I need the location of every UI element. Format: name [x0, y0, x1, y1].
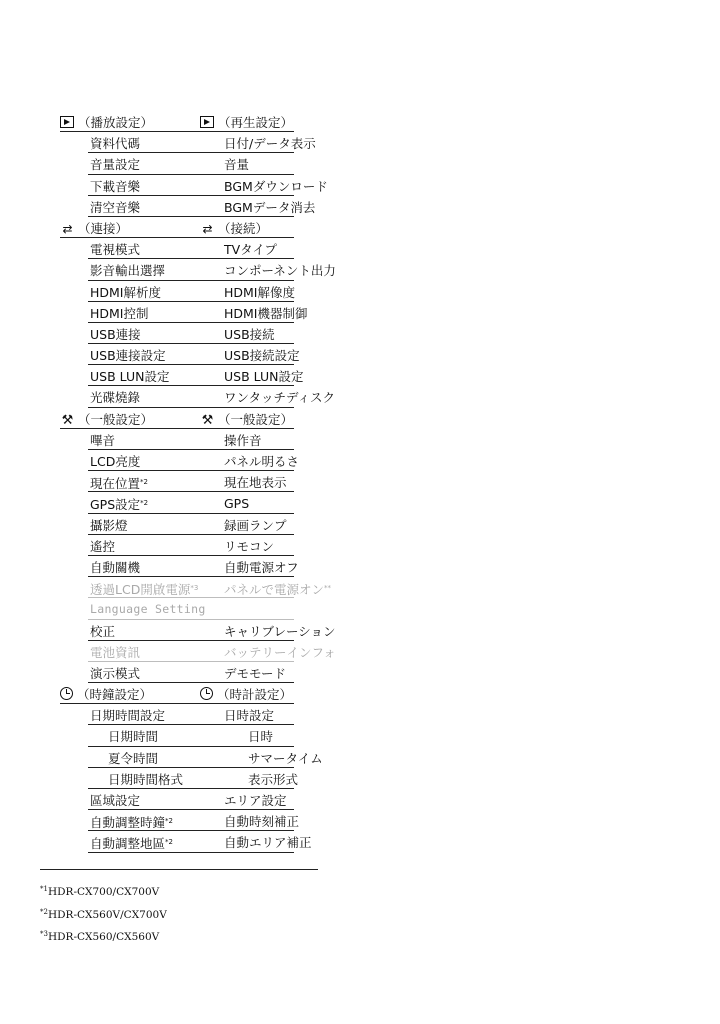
label-text: （播放設定）	[78, 115, 154, 130]
label-text: USB接続	[224, 326, 275, 342]
footnote-mark: *2	[40, 907, 48, 916]
row-divider	[88, 597, 294, 598]
chinese-label	[90, 324, 141, 345]
japanese-label	[224, 366, 303, 387]
chinese-label	[108, 769, 183, 790]
menu-row	[60, 387, 360, 408]
row-divider	[88, 280, 294, 281]
label-text: Language Setting	[90, 602, 206, 617]
label-text: 資料代碼	[90, 136, 141, 152]
footnote-mark: *3	[40, 930, 48, 938]
menu-row	[60, 451, 360, 472]
label-text: LCD亮度	[90, 454, 141, 469]
japanese-label	[224, 557, 299, 578]
label-text: 日期時間設定	[90, 708, 166, 724]
footnote-mark: *2	[165, 817, 173, 826]
label-text: BGMダウンロード	[224, 178, 328, 194]
play-icon	[60, 116, 74, 128]
label-text: 自動關機	[90, 559, 141, 575]
row-divider	[88, 555, 294, 556]
row-divider	[88, 301, 294, 302]
label-text: （接続）	[218, 220, 269, 236]
row-divider	[88, 513, 294, 514]
label-text: 透過LCD開啟電源	[90, 582, 191, 598]
label-text: 現在地表示	[224, 475, 287, 491]
label-text: （時鐘設定）	[77, 687, 153, 703]
menu-row	[60, 430, 360, 451]
label-text: エリア設定	[224, 793, 287, 808]
clock-icon	[200, 687, 213, 700]
menu-row	[60, 515, 360, 536]
footnote-mark: *1	[40, 885, 48, 893]
row-divider	[88, 619, 294, 620]
menu-row	[60, 324, 360, 345]
chinese-label	[90, 663, 140, 684]
footnote-text: HDR-CX560V/CX700V	[47, 908, 167, 921]
japanese-label	[200, 112, 293, 133]
row-divider	[88, 661, 294, 662]
japanese-label	[224, 790, 287, 811]
japanese-label	[224, 536, 274, 557]
label-text: 校正	[90, 623, 116, 639]
japanese-label	[224, 832, 312, 853]
chinese-label	[90, 642, 140, 663]
footnote	[40, 880, 167, 903]
footnote-mark: *2	[140, 499, 149, 508]
japanese-label	[224, 451, 299, 472]
label-text: リモコン	[224, 538, 275, 554]
chinese-label	[90, 536, 115, 557]
label-text: 音量設定	[90, 157, 141, 173]
row-divider	[88, 216, 294, 217]
row-divider	[88, 491, 294, 492]
chinese-label	[90, 599, 206, 620]
label-text: TVタイプ	[224, 242, 278, 258]
japanese-label	[224, 282, 295, 303]
label-text: キャリブレーション	[224, 623, 336, 639]
label-text: 自動調整地區	[90, 836, 166, 852]
label-text: GPS	[224, 496, 250, 512]
chinese-label	[90, 260, 165, 281]
chinese-label	[60, 684, 152, 705]
menu-row	[60, 493, 360, 514]
row-divider	[88, 640, 294, 641]
section-header	[60, 218, 360, 239]
chinese-label	[90, 705, 165, 726]
japanese-label	[224, 663, 286, 684]
row-divider	[88, 809, 294, 810]
row-divider	[88, 195, 294, 196]
label-text: ワンタッチディスク	[224, 390, 336, 406]
row-divider	[88, 746, 294, 747]
menu-row	[60, 260, 360, 281]
menu-row	[60, 239, 360, 260]
menu-row	[60, 790, 360, 811]
japanese-label	[224, 154, 249, 175]
chinese-label	[108, 726, 158, 747]
label-text: 下載音樂	[90, 178, 141, 194]
row-divider	[88, 470, 294, 471]
menu-row	[60, 176, 360, 197]
row-divider	[88, 682, 294, 683]
label-text: 自動調整時鐘	[90, 815, 166, 831]
label-text: 日付/データ表示	[224, 136, 316, 152]
footnote-text: HDR-CX700/CX700V	[47, 886, 160, 898]
label-text: 電池資訊	[90, 644, 141, 660]
label-text: 光碟燒錄	[90, 390, 141, 406]
row-divider	[88, 576, 294, 577]
japanese-label	[224, 811, 299, 832]
connect-icon: ⇄	[202, 221, 213, 236]
footnote	[40, 925, 167, 948]
label-text: HDMI解像度	[224, 284, 295, 300]
label-text: 操作音	[224, 432, 262, 448]
footnote-mark: *3	[190, 584, 199, 593]
label-text: （一般設定）	[218, 411, 294, 427]
section-header	[60, 112, 360, 133]
label-text: 日時設定	[224, 708, 275, 724]
footnote-mark: **	[324, 584, 332, 593]
section-header	[60, 684, 360, 705]
label-text: （一般設定）	[78, 411, 154, 427]
japanese-label	[224, 303, 308, 324]
japanese-label	[224, 324, 275, 345]
label-text: 電視模式	[90, 242, 141, 258]
menu-row	[60, 303, 360, 324]
label-text: 演示模式	[90, 665, 141, 681]
label-text: 録画ランプ	[224, 517, 287, 533]
menu-row	[60, 705, 360, 726]
japanese-label	[224, 642, 336, 663]
label-text: デモモード	[224, 665, 287, 681]
settings-menu-table	[60, 112, 360, 854]
label-text: バッテリーインフォ	[224, 644, 336, 660]
label-text: USB連接設定	[90, 348, 166, 364]
chinese-label	[90, 430, 115, 451]
play-icon	[200, 116, 214, 128]
chinese-label	[60, 112, 153, 133]
label-text: 音量	[224, 157, 250, 173]
label-text: パネル明るさ	[224, 454, 300, 469]
footnote-mark: *2	[165, 838, 173, 847]
japanese-label	[224, 133, 316, 154]
chinese-label	[90, 451, 140, 472]
label-text: サマータイム	[248, 750, 323, 766]
row-divider	[88, 385, 294, 386]
menu-row	[60, 154, 360, 175]
row-divider	[88, 852, 294, 853]
menu-row	[60, 197, 360, 218]
label-text: 自動電源オフ	[224, 559, 299, 575]
japanese-label	[224, 239, 277, 260]
label-text: 自動時刻補正	[224, 814, 300, 830]
label-text: 嗶音	[90, 432, 116, 448]
label-text: （再生設定）	[218, 115, 294, 130]
menu-row	[60, 726, 360, 747]
label-text: HDMI控制	[90, 305, 149, 321]
footnote-mark: *2	[140, 478, 148, 487]
menu-row	[60, 663, 360, 684]
row-divider	[88, 364, 294, 365]
japanese-label	[224, 493, 249, 514]
japanese-label	[200, 684, 292, 705]
menu-row	[60, 769, 360, 790]
chinese-label	[90, 303, 149, 324]
chinese-label	[90, 345, 166, 366]
row-divider	[88, 322, 294, 323]
label-text: 區域設定	[90, 793, 141, 808]
chinese-label	[108, 748, 158, 769]
row-divider	[88, 449, 294, 450]
label-text: 日期時間格式	[108, 771, 184, 787]
japanese-label	[224, 621, 336, 642]
label-text: USB接続設定	[224, 348, 300, 364]
menu-row	[60, 536, 360, 557]
menu-row	[60, 599, 360, 620]
label-text: USB LUN設定	[224, 369, 304, 385]
label-text: 表示形式	[248, 771, 299, 787]
row-divider	[60, 131, 294, 132]
footnote-text: HDR-CX560/CX560V	[47, 931, 160, 943]
menu-row	[60, 748, 360, 769]
menu-row	[60, 366, 360, 387]
menu-row	[60, 621, 360, 642]
wrench-icon: ⚒	[201, 412, 214, 428]
chinese-label	[90, 282, 161, 303]
chinese-label	[90, 387, 140, 408]
label-text: 影音輸出選擇	[90, 263, 166, 279]
clock-icon	[60, 687, 73, 700]
chinese-label	[90, 154, 140, 175]
row-divider	[88, 174, 294, 175]
menu-row	[60, 811, 360, 832]
menu-row	[60, 282, 360, 303]
row-divider	[88, 830, 294, 831]
chinese-label	[90, 176, 140, 197]
label-text: 遙控	[90, 538, 116, 554]
label-text: 現在位置	[90, 476, 141, 492]
label-text: コンポーネント出力	[224, 263, 336, 279]
chinese-label	[90, 790, 140, 811]
menu-row	[60, 642, 360, 663]
japanese-label	[224, 260, 336, 281]
japanese-label	[224, 472, 287, 493]
label-text: USB LUN設定	[90, 369, 170, 385]
japanese-label	[224, 387, 335, 408]
wrench-icon: ⚒	[61, 412, 74, 428]
row-divider	[88, 767, 294, 768]
japanese-label	[224, 197, 315, 218]
label-text: （時計設定）	[217, 687, 293, 703]
row-divider	[88, 152, 294, 153]
row-divider	[60, 428, 294, 429]
label-text: HDMI解析度	[90, 284, 161, 300]
label-text: HDMI機器制御	[224, 305, 308, 321]
chinese-label	[90, 515, 128, 536]
label-text: USB連接	[90, 326, 141, 342]
label-text: 清空音樂	[90, 199, 141, 215]
japanese-label	[224, 515, 287, 536]
row-divider	[88, 724, 294, 725]
chinese-label	[90, 133, 140, 154]
row-divider	[88, 407, 294, 408]
chinese-label	[90, 621, 115, 642]
japanese-label	[224, 430, 262, 451]
chinese-label	[90, 239, 140, 260]
row-divider	[88, 788, 294, 789]
chinese-label	[90, 557, 140, 578]
footnote	[40, 903, 167, 926]
label-text: 日期時間	[108, 729, 159, 745]
menu-row	[60, 578, 360, 599]
menu-row	[60, 133, 360, 154]
japanese-label	[248, 769, 298, 790]
label-text: GPS設定	[90, 497, 141, 513]
row-divider	[60, 237, 294, 238]
japanese-label	[224, 705, 274, 726]
row-divider	[88, 258, 294, 259]
chinese-label	[90, 366, 169, 387]
label-text: 日時	[248, 729, 274, 745]
chinese-label	[90, 197, 140, 218]
label-text: 夏令時間	[108, 750, 159, 766]
footnotes	[40, 880, 167, 948]
footnote-divider	[40, 869, 318, 870]
connect-icon: ⇄	[62, 221, 73, 236]
japanese-label	[248, 726, 273, 747]
label-text: 自動エリア補正	[224, 835, 312, 851]
label-text: （連接）	[78, 220, 129, 236]
menu-row	[60, 557, 360, 578]
label-text: BGMデータ消去	[224, 199, 316, 215]
row-divider	[88, 534, 294, 535]
row-divider	[60, 703, 294, 704]
menu-row	[60, 345, 360, 366]
label-text: 攝影燈	[90, 517, 128, 533]
row-divider	[88, 343, 294, 344]
label-text: パネルで電源オン	[224, 582, 325, 598]
japanese-label	[224, 345, 300, 366]
japanese-label	[224, 176, 328, 197]
menu-row	[60, 472, 360, 493]
japanese-label	[248, 748, 323, 769]
section-header	[60, 409, 360, 430]
menu-row	[60, 832, 360, 853]
